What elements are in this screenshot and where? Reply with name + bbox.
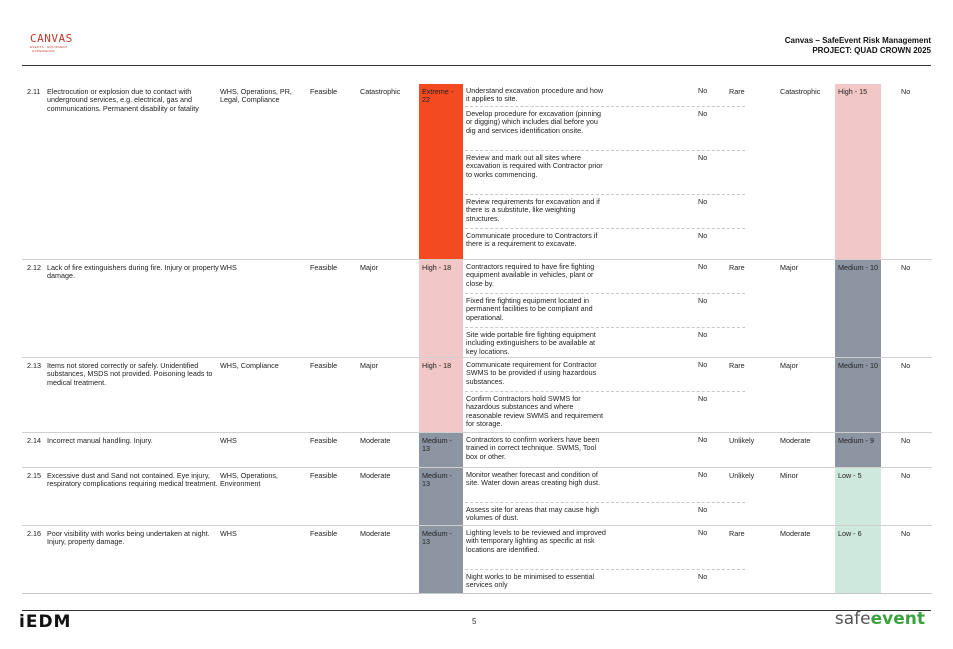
risk-id: 2.14 [27,436,41,445]
risk-id: 2.12 [27,263,41,272]
control-in-place: No [698,262,708,271]
control-item [465,84,745,106]
consequence: Major [360,263,378,272]
risk-id: 2.16 [27,529,41,538]
consequence: Major [360,361,378,370]
risk-row [22,260,932,358]
consequence: Moderate [360,529,391,538]
control-text: Understand excavation procedure and how it applies to site. [466,86,604,104]
initial-risk-rating: High - 18 [419,260,463,357]
canvas-logo-word: CANVAS [30,32,73,45]
document-title: Canvas – SafeEvent Risk Management [784,36,931,45]
canvas-logo [30,32,73,53]
initial-risk-rating: Extreme - 22 [419,84,463,259]
final-status: No [901,87,911,96]
control-text: Night works to be minimised to essential services only [466,572,595,590]
risk-row [22,84,932,260]
residual-likelihood: Rare [729,87,745,96]
consequence: Moderate [360,471,391,480]
final-status: No [901,361,911,370]
control-item [465,526,745,569]
control-in-place: No [698,435,708,444]
responsible-areas: WHS [220,529,237,538]
project-name: PROJECT: QUAD CROWN 2025 [812,46,931,55]
control-item [465,150,745,194]
control-text: Communicate procedure to Contractors if there is a requirement to excavate. [466,231,598,249]
residual-risk-rating: Low - 5 [835,468,881,525]
control-item [465,260,745,293]
risk-id: 2.11 [27,87,41,96]
residual-risk-rating: Medium - 10 [835,358,881,432]
control-in-place: No [698,528,708,537]
control-text: Communicate requirement for Contractor SWMS to be provided if using hazardous substances. [466,360,597,386]
hazard-description: Electrocution or explosion due to contact with underground services, e.g. electrical, gas and communications. Permanent disability or fatality [47,87,199,113]
control-in-place: No [698,505,708,514]
controls-list [465,468,745,526]
residual-risk-rating: Medium - 9 [835,433,881,467]
control-text: Review and mark out all sites where excavation is required with Contractor prior to works commencing. [466,153,603,179]
controls-list [465,84,745,263]
control-text: Contractors to confirm workers have been trained in correct technique. SWMS, Tool box or other. [466,435,600,461]
control-in-place: No [698,296,708,305]
responsible-areas: WHS, Operations, PR, Legal, Compliance [220,87,292,105]
hazard-description: Lack of fire extinguishers during fire. Injury or property damage. [47,263,219,281]
risk-register-table [22,84,932,594]
control-text: Monitor weather forecast and condition of site. Water down areas creating high dust. [466,470,600,488]
control-in-place: No [698,470,708,479]
control-item [465,569,745,594]
control-item [465,228,745,263]
control-text: Lighting levels to be reviewed and improved with temporary lighting as specific at risk locations are identified. [466,528,606,554]
residual-likelihood: Rare [729,263,745,272]
control-in-place: No [698,572,708,581]
final-status: No [901,471,911,480]
control-in-place: No [698,330,708,339]
residual-consequence: Minor [780,471,798,480]
residual-likelihood: Unlikely [729,471,755,480]
control-in-place: No [698,360,708,369]
residual-risk-rating: High - 15 [835,84,881,259]
controls-list [465,433,745,467]
controls-list [465,358,745,433]
control-text: Review requirements for excavation and if there is a substitute, like weighting structures. [466,197,600,223]
residual-likelihood: Unlikely [729,436,755,445]
control-in-place: No [698,153,708,162]
responsible-areas: WHS, Compliance [220,361,279,370]
initial-risk-rating: Medium - 13 [419,526,463,593]
residual-consequence: Moderate [780,436,811,445]
page-number: 5 [472,617,477,626]
canvas-logo-tagline: EVENTS · EQUIPMENT · EXPERIENCE [30,45,68,53]
likelihood: Feasible [310,436,338,445]
hazard-description: Excessive dust and Sand not contained. Eye injury, respiratory complications requiring medical treatment. [47,471,218,489]
responsible-areas: WHS [220,263,237,272]
safeevent-logo [835,609,925,629]
likelihood: Feasible [310,263,338,272]
initial-risk-rating: High - 18 [419,358,463,432]
control-item [465,194,745,228]
consequence: Catastrophic [360,87,401,96]
control-in-place: No [698,197,708,206]
risk-row [22,468,932,526]
control-item [465,106,745,150]
control-item [465,391,745,433]
final-status: No [901,436,911,445]
initial-risk-rating: Medium - 13 [419,433,463,467]
controls-list [465,526,745,594]
control-item [465,358,745,391]
likelihood: Feasible [310,361,338,370]
document-header [785,36,931,56]
responsible-areas: WHS [220,436,237,445]
control-text: Fixed fire fighting equipment located in permanent facilities to be compliant and operational. [466,296,593,322]
control-item [465,502,745,526]
safeevent-logo-safe: safe [834,609,871,629]
risk-id: 2.13 [27,361,41,370]
likelihood: Feasible [310,87,338,96]
residual-risk-rating: Low - 6 [835,526,881,593]
residual-risk-rating: Medium - 10 [835,260,881,357]
control-item [465,293,745,327]
residual-consequence: Moderate [780,529,811,538]
residual-consequence: Catastrophic [780,87,821,96]
control-text: Site wide portable fire fighting equipment including extinguishers to be available at key locations. [466,330,596,356]
header-divider [22,65,931,66]
control-text: Assess site for areas that may cause high volumes of dust. [466,505,600,523]
residual-likelihood: Rare [729,529,745,538]
final-status: No [901,529,911,538]
control-item [465,433,745,467]
responsible-areas: WHS, Operations, Environment [220,471,278,489]
control-text: Contractors required to have fire fighting equipment available in vehicles, plant or close by. [466,262,595,288]
risk-id: 2.15 [27,471,41,480]
control-in-place: No [698,231,708,240]
control-text: Confirm Contractors hold SWMS for hazardous substances and where reasonable review SWMS and requirement for storage. [466,394,604,428]
hazard-description: Items not stored correctly or safely. Unidentified substances, MSDS not provided. Poisoning leads to medical treatment. [47,361,213,387]
consequence: Moderate [360,436,391,445]
control-item [465,468,745,502]
control-item [465,327,745,359]
likelihood: Feasible [310,471,338,480]
iedm-logo: iEDM [19,612,72,632]
safeevent-logo-event: event [870,609,925,629]
risk-row [22,358,932,433]
control-in-place: No [698,86,708,95]
control-in-place: No [698,394,708,403]
control-text: Develop procedure for excavation (pinning or digging) which includes dial before you dig and services identification onsite. [466,109,602,135]
residual-consequence: Major [780,263,798,272]
likelihood: Feasible [310,529,338,538]
risk-row [22,433,932,468]
controls-list [465,260,745,359]
control-in-place: No [698,109,708,118]
initial-risk-rating: Medium - 13 [419,468,463,525]
residual-likelihood: Rare [729,361,745,370]
risk-row [22,526,932,594]
hazard-description: Poor visibility with works being undertaken at night. Injury, property damage. [47,529,210,547]
residual-consequence: Major [780,361,798,370]
hazard-description: Incorrect manual handling. Injury. [47,436,153,445]
final-status: No [901,263,911,272]
footer-divider [22,610,931,611]
